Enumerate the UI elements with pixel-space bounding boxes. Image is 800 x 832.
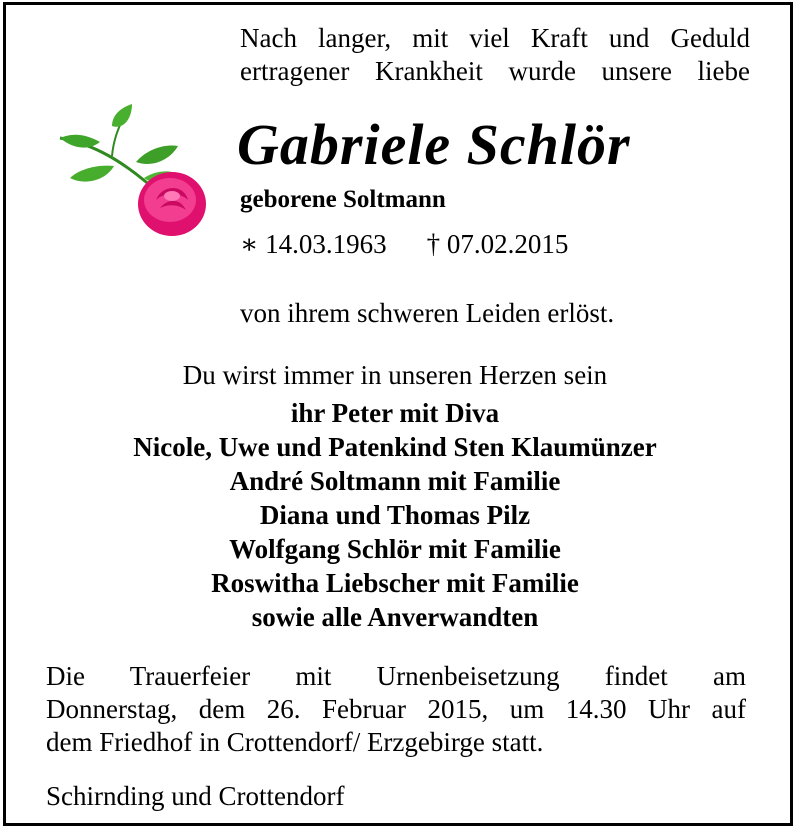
mourner-line: Nicole, Uwe und Patenkind Sten Klaumünzer: [133, 432, 657, 462]
birth-name: geborene Soltmann: [240, 186, 446, 213]
service-line: Donnerstag, dem 26. Februar 2015, um 14.30 Uhr auf: [46, 694, 746, 724]
intro-line: ertragener Krankheit wurde unsere liebe: [240, 56, 750, 86]
death-date: † 07.02.2015: [426, 229, 569, 259]
mourner-line: ihr Peter mit Diva: [290, 398, 500, 428]
intro-text: [240, 22, 750, 88]
place-line: Schirnding und Crottendorf: [46, 781, 345, 811]
service-line: Die Trauerfeier mit Urnenbeisetzung findet am: [46, 661, 746, 691]
mourner-line: Diana und Thomas Pilz: [259, 500, 531, 530]
mourner-line: Roswitha Liebscher mit Familie: [211, 568, 579, 598]
rose-icon: [52, 104, 212, 244]
intro-line: Nach langer, mit viel Kraft und Geduld: [240, 23, 750, 53]
mourners-list: [0, 396, 790, 634]
life-dates: [240, 229, 568, 260]
deceased-name: Gabriele Schlör: [237, 112, 631, 177]
mourner-line: Wolfgang Schlör mit Familie: [229, 534, 561, 564]
verse-line: Du wirst immer in unseren Herzen sein: [182, 360, 608, 390]
mourner-line: sowie alle Anverwandten: [251, 602, 539, 632]
service-line: dem Friedhof in Crottendorf/ Erzgebirge statt.: [46, 727, 544, 757]
service-details: [46, 660, 746, 759]
mourner-line: André Soltmann mit Familie: [229, 466, 561, 496]
released-text: von ihrem schweren Leiden erlöst.: [240, 298, 615, 328]
birth-date: ∗ 14.03.1963: [240, 229, 387, 259]
